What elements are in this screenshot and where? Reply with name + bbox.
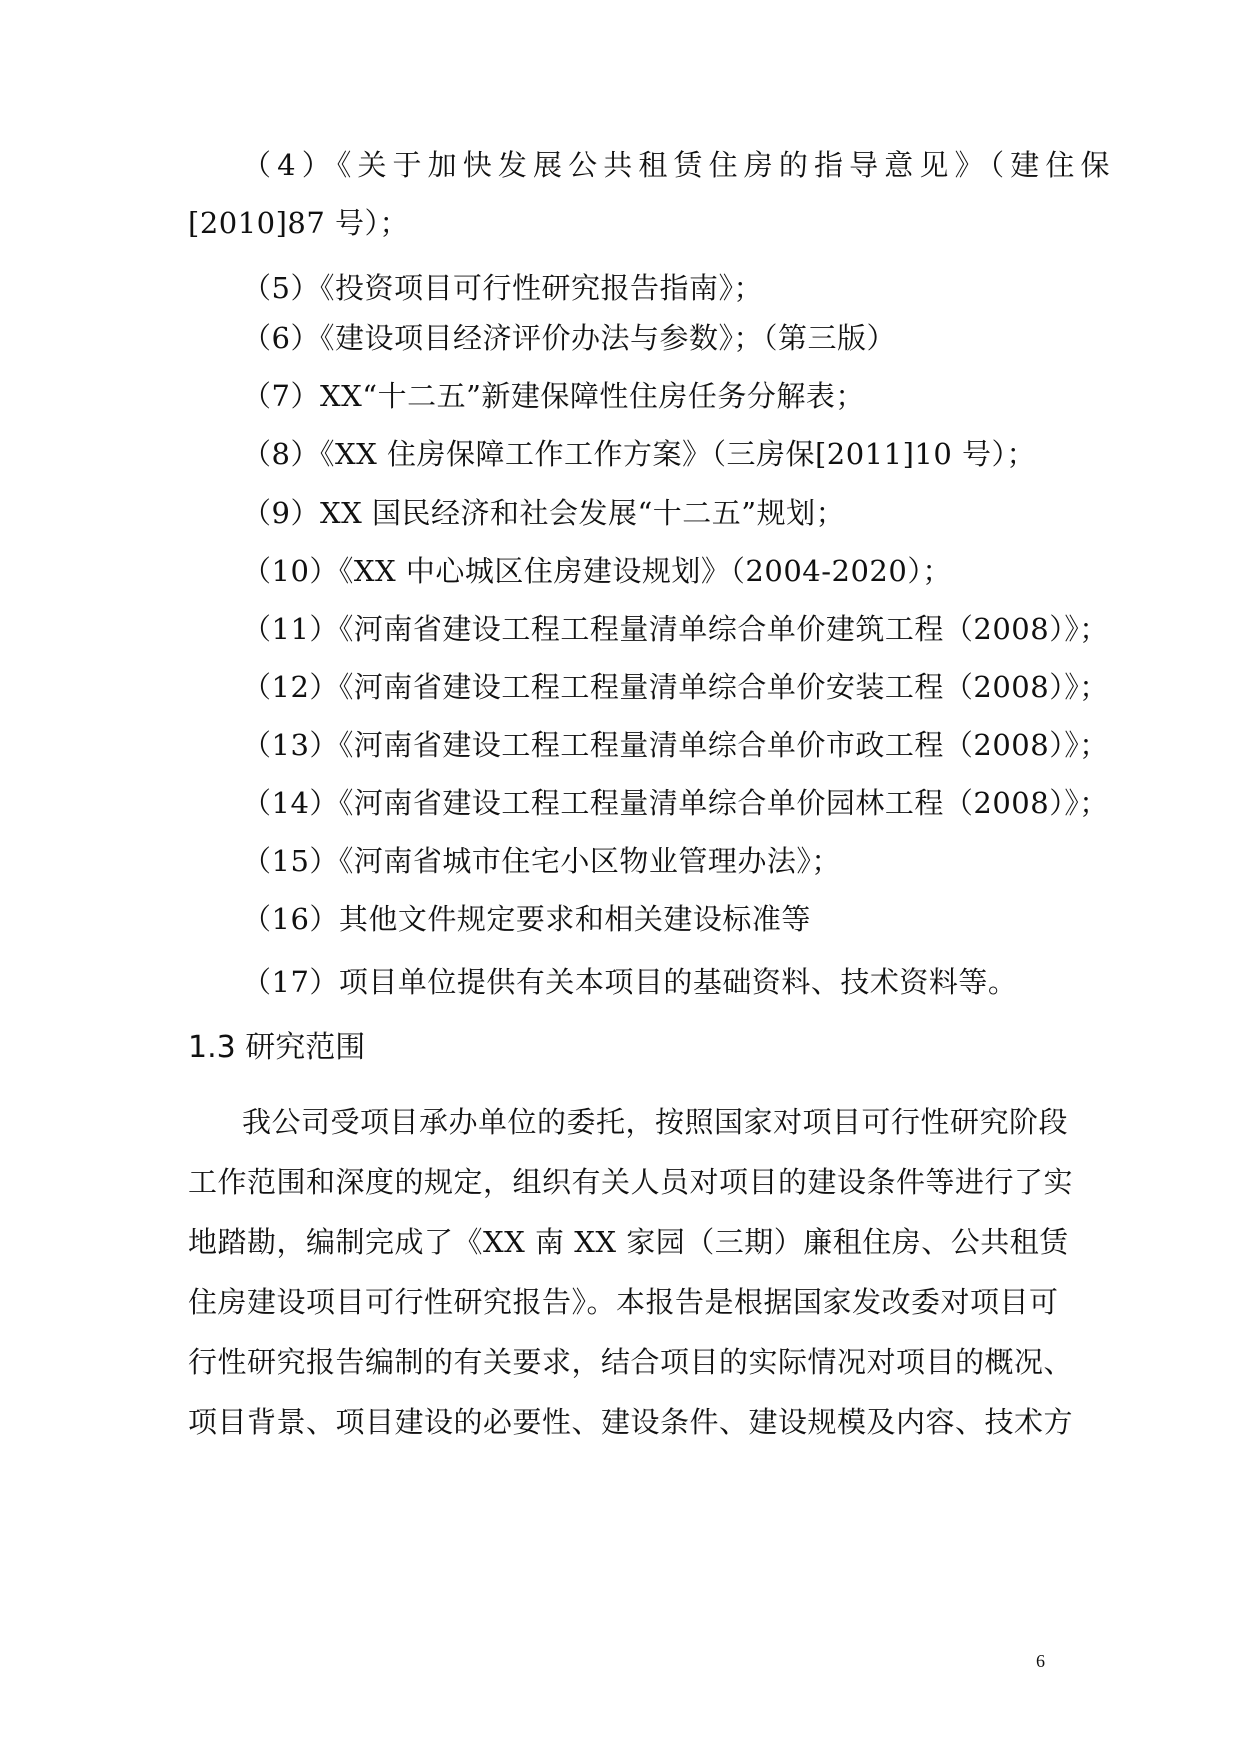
reference-item-10: （10）《XX 中心城区住房建设规划》（2004-2020）； [242,554,952,588]
reference-item-15: （15）《河南省城市住宅小区物业管理办法》； [242,844,841,878]
paragraph-line-6: 项目背景、项目建设的必要性、建设条件、建设规模及内容、技术方 [188,1405,1074,1439]
paragraph-line-4: 住房建设项目可行性研究报告》。本报告是根据国家发改委对项目可 [188,1285,1059,1319]
paragraph-line-3: 地踏勘，编制完成了《XX 南 XX 家园（三期）廉租住房、公共租赁 [188,1225,1069,1259]
paragraph-line-1: 我公司受项目承办单位的委托，按照国家对项目可行性研究阶段 [242,1105,1069,1139]
reference-item-16: （16）其他文件规定要求和相关建设标准等 [242,902,811,936]
reference-item-12: （12）《河南省建设工程工程量清单综合单价安装工程（2008）》； [242,670,1109,704]
reference-item-17: （17）项目单位提供有关本项目的基础资料、技术资料等。 [242,965,1018,999]
reference-item-6: （6）《建设项目经济评价办法与参数》；（第三版） [242,321,896,355]
reference-item-4-continuation: [2010]87 号）； [188,206,410,240]
section-heading: 1.3 研究范围 [188,1030,366,1065]
reference-item-9: （9）XX 国民经济和社会发展“十二五”规划； [242,496,846,530]
reference-item-13: （13）《河南省建设工程工程量清单综合单价市政工程（2008）》； [242,728,1109,762]
reference-item-11: （11）《河南省建设工程工程量清单综合单价建筑工程（2008）》； [242,612,1109,646]
reference-item-8: （8）《XX 住房保障工作工作方案》（三房保[2011]10 号）； [242,437,1037,471]
paragraph-line-2: 工作范围和深度的规定，组织有关人员对项目的建设条件等进行了实 [188,1165,1074,1199]
reference-item-4: （4）《关于加快发展公共租赁住房的指导意见》（建住保 [242,148,1110,182]
reference-item-7: （7）XX“十二五”新建保障性住房任务分解表； [242,379,865,413]
reference-item-14: （14）《河南省建设工程工程量清单综合单价园林工程（2008）》； [242,786,1109,820]
reference-item-5: （5）《投资项目可行性研究报告指南》； [242,271,763,305]
page-number: 6 [1036,1651,1045,1671]
paragraph-line-5: 行性研究报告编制的有关要求，结合项目的实际情况对项目的概况、 [188,1345,1074,1379]
